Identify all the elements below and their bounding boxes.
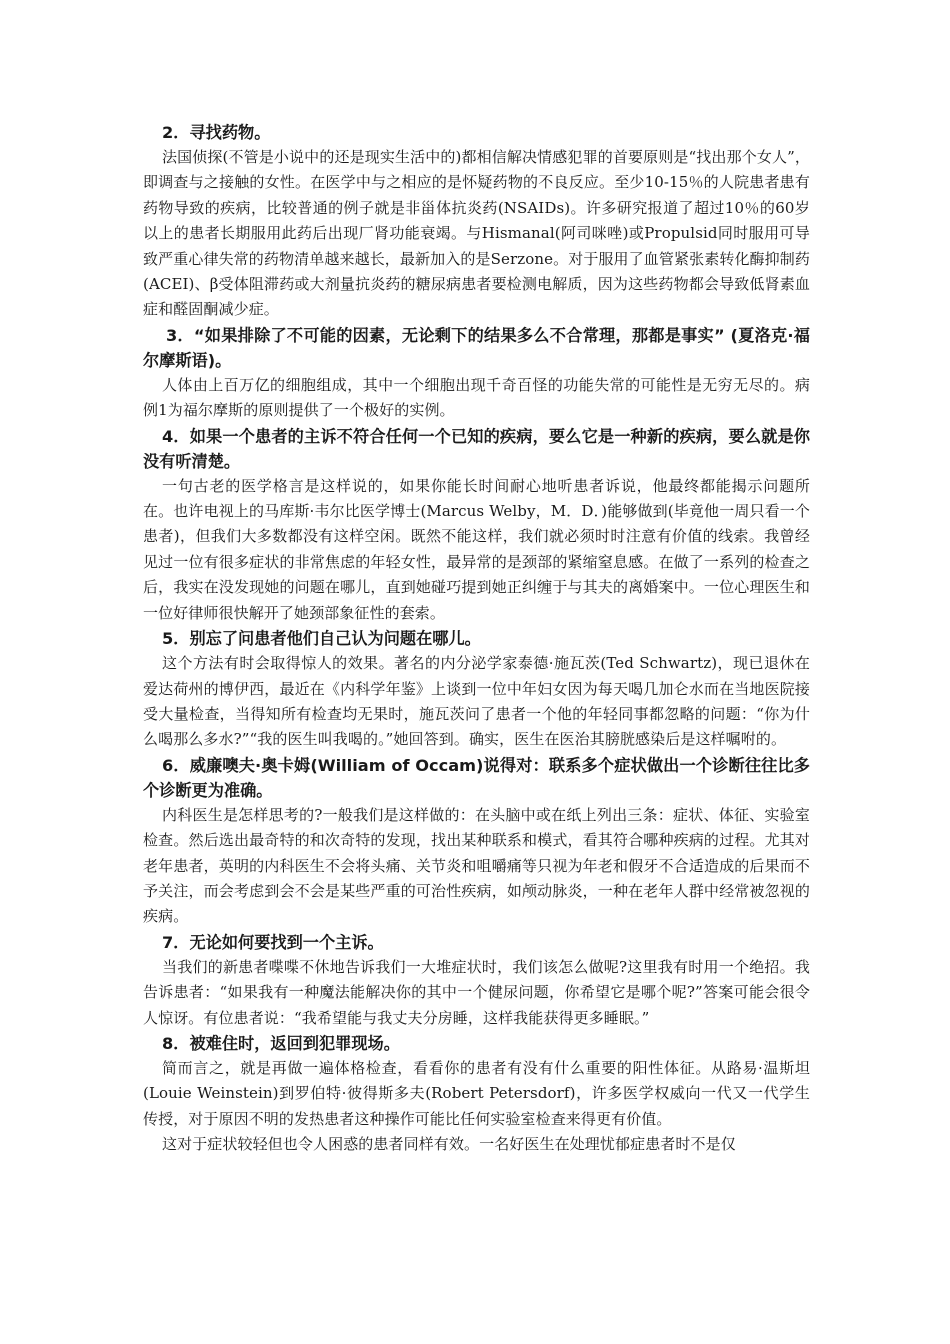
section-paragraph: 简而言之，就是再做一遍体格检查，看看你的患者有没有什么重要的阳性体征。从路易·温斯坦(Louie Weinstein)到罗伯特·彼得斯多夫(Robert Petersdorf)，许多医学权威向一代又一代学生传授，对于原因不明的发热患者这种操作可能比任何实验室检查来得更有价值。 bbox=[143, 1058, 810, 1128]
document-page bbox=[143, 120, 810, 1158]
section-paragraph: 人体由上百万亿的细胞组成，其中一个细胞出现千奇百怪的功能失常的可能性是无穷无尽的。病例1为福尔摩斯的原则提供了一个极好的实例。 bbox=[143, 375, 810, 420]
section-heading: 7．无论如何要找到一个主诉。 bbox=[162, 932, 384, 952]
section-heading: 5．别忘了问患者他们自己认为问题在哪儿。 bbox=[162, 629, 481, 649]
section-heading: 4．如果一个患者的主诉不符合任何一个已知的疾病，要么它是一种新的疾病，要么就是你没有听清楚。 bbox=[143, 426, 810, 471]
section-paragraph: 当我们的新患者喋喋不休地告诉我们一大堆症状时，我们该怎么做呢?这里我有时用一个绝招。我告诉患者：“如果我有一种魔法能解决你的其中一个健尿问题，你希望它是哪个呢?”答案可能会很令人惊讶。有位患者说：“我希望能与我丈夫分房睡，这样我能获得更多睡眠。” bbox=[143, 957, 810, 1027]
section-paragraph: 内科医生是怎样思考的?一般我们是这样做的：在头脑中或在纸上列出三条：症状、体征、实验室检查。然后选出最奇特的和次奇特的发现，找出某种联系和模式，看其符合哪种疾病的过程。尤其对老年患者，英明的内科医生不会将头痛、关节炎和咀嚼痛等只视为年老和假牙不合适造成的后果而不予关注，而会考虑到会不会是某些严重的可治性疾病，如颅动脉炎，一种在老年人群中经常被忽视的疾病。 bbox=[143, 805, 810, 926]
section-paragraph: 这对于症状较轻但也令人困惑的患者同样有效。一名好医生在处理忧郁症患者时不是仅 bbox=[162, 1135, 736, 1154]
section-heading: 2．寻找药物。 bbox=[162, 123, 271, 142]
section-paragraph: 一句古老的医学格言是这样说的，如果你能长时间耐心地听患者诉说，他最终都能揭示问题所在。也许电视上的马库斯·韦尔比医学博士(Marcus Welby，M．D．)能够做到(毕竟他一周只看一个患者)，但我们大多数都没有这样空闲。既然不能这样，我们就必须时时注意有价值的线索。我曾经见过一位有很多症状的非常焦虑的年轻女性，最异常的是颈部的紧缩窒息感。在做了一系列的检查之后，我实在没发现她的问题在哪儿，直到她碰巧提到她正纠缠于与其夫的离婚案中。一位心理医生和一位好律师很快解开了她颈部象征性的套索。 bbox=[143, 476, 810, 622]
section-heading: 6．威廉噢夫·奥卡姆(William of Occam)说得对：联系多个症状做出一个诊断往往比多个诊断更为准确。 bbox=[143, 755, 810, 800]
section-heading: 8．被难住时，返回到犯罪现场。 bbox=[162, 1033, 400, 1053]
section-heading: 3．“如果排除了不可能的因素，无论剩下的结果多么不合常理，那都是事实” (夏洛克·福尔摩斯语)。 bbox=[143, 325, 810, 370]
section-paragraph: 法国侦探(不管是小说中的还是现实生活中的)都相信解决情感犯罪的首要原则是“找出那个女人”，即调查与之接触的女性。在医学中与之相应的是怀疑药物的不良反应。至少10-15％的人院患者患有药物导致的疾病，比较普通的例子就是非甾体抗炎药(NSAIDs)。许多研究报道了超过10％的60岁以上的患者长期服用此药后出现厂肾功能衰竭。与Hismanal(阿司咪唑)或Propulsid同时服用可导致严重心律失常的药物清单越来越长，最新加入的是Serzone。对于服用了血管紧张素转化酶抑制药(ACEI)、β受体阻滞药或大剂量抗炎药的糖尿病患者要检测电解质，因为这些药物都会导致低肾素血症和醛固酮减少症。 bbox=[143, 148, 810, 319]
section-paragraph: 这个方法有时会取得惊人的效果。著名的内分泌学家泰德·施瓦茨(Ted Schwartz)，现已退休在爱达荷州的博伊西，最近在《内科学年鉴》上谈到一位中年妇女因为每天喝几加仑水而在当地医院接受大量检查，当得知所有检查均无果时，施瓦茨问了患者一个他的年轻同事都忽略的问题：“你为什么喝那么多水?”“我的医生叫我喝的。”她回答到。确实，医生在医治其膀胱感染后是这样嘱咐的。 bbox=[143, 654, 810, 749]
